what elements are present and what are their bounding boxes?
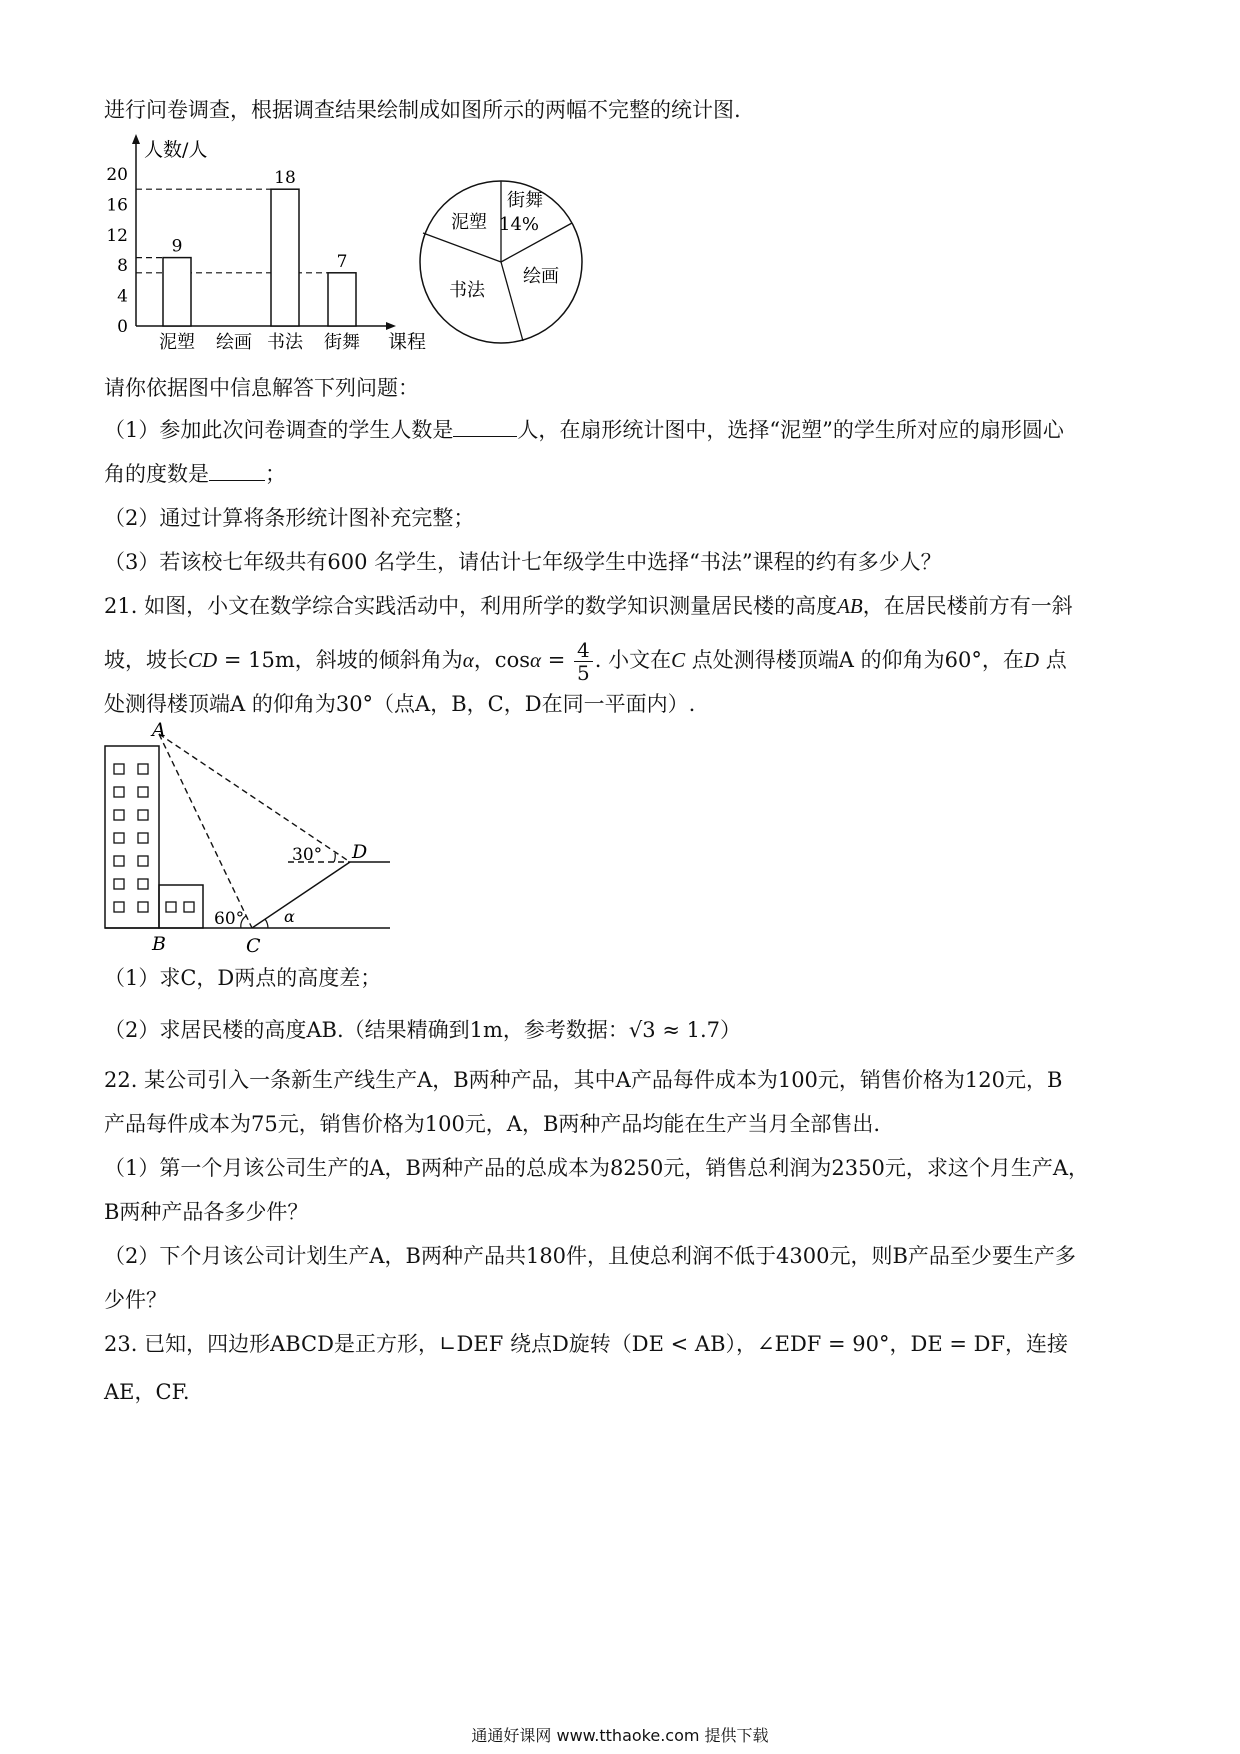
q20-part3: （3）若该校七年级共有600 名学生，请估计七年级学生中选择“书法”课程的约有多少人？ bbox=[104, 550, 942, 574]
q21-var-alpha: α bbox=[530, 648, 542, 672]
q21-line1 bbox=[104, 592, 1073, 620]
bar-chart bbox=[100, 130, 440, 360]
bar-chart-bars bbox=[163, 168, 356, 326]
q21-text: ，在居民楼前方有一斜 bbox=[862, 594, 1073, 618]
page-footer: 通通好课网 www.tthaoke.com 提供下载 bbox=[471, 1726, 769, 1745]
q23-line2: AE，CF. bbox=[104, 1380, 190, 1404]
window bbox=[138, 879, 148, 889]
window bbox=[114, 810, 124, 820]
point-a-label: A bbox=[152, 722, 166, 741]
pie-slice-edge bbox=[501, 262, 523, 341]
y-tick-label: 4 bbox=[117, 286, 128, 307]
q23-line1: 23. 已知，四边形ABCD是正方形，∟DEF 绕点D旋转（DE < AB），∠EDF = 90°，DE = DF，连接 bbox=[104, 1332, 1069, 1356]
window bbox=[138, 856, 148, 866]
x-category-label: 街舞 bbox=[324, 332, 360, 353]
building-windows bbox=[114, 764, 194, 912]
q21-var-cd: CD bbox=[188, 648, 218, 672]
pie-chart bbox=[415, 178, 590, 353]
bar bbox=[163, 258, 191, 326]
window bbox=[138, 787, 148, 797]
x-category-label: 泥塑 bbox=[159, 332, 195, 353]
q20-prompt: 请你依据图中信息解答下列问题： bbox=[104, 376, 419, 400]
window bbox=[138, 902, 148, 912]
q22-line2: 产品每件成本为75元，销售价格为100元，A，B两种产品均能在生产当月全部售出. bbox=[104, 1112, 881, 1136]
pie-label-huihua: 绘画 bbox=[523, 266, 559, 287]
fraction-numerator: 4 bbox=[574, 639, 593, 662]
q21-text: 点 bbox=[1039, 648, 1067, 672]
pie-label-nisu: 泥塑 bbox=[451, 212, 487, 233]
window bbox=[114, 764, 124, 774]
q21-text: ，cos bbox=[473, 648, 530, 672]
sightline-ad bbox=[159, 734, 350, 862]
q21-var-c: C bbox=[671, 648, 686, 672]
bar-chart-categories bbox=[159, 332, 360, 353]
bar-chart-ticks bbox=[106, 165, 128, 337]
pie-slice-edge bbox=[423, 233, 501, 262]
tall-building bbox=[105, 746, 159, 928]
pie-label-jiewu-percent: 14% bbox=[499, 214, 540, 235]
answer-blank-2 bbox=[209, 460, 265, 481]
q20-part2: （2）通过计算将条形统计图补充完整； bbox=[104, 506, 475, 530]
q21-text: = bbox=[541, 648, 572, 672]
q21-text: 点处测得楼顶端A 的仰角为60°，在 bbox=[685, 648, 1024, 672]
q22-line4: B两种产品各多少件？ bbox=[104, 1200, 309, 1224]
q21-var-alpha: α bbox=[462, 648, 474, 672]
point-d-label: D bbox=[352, 841, 368, 863]
q21-var-d: D bbox=[1023, 648, 1040, 672]
window bbox=[114, 902, 124, 912]
angle-alpha-label: α bbox=[284, 907, 295, 926]
q21-text: = 15m，斜坡的倾斜角为 bbox=[217, 648, 463, 672]
q20-part1-text-d: ； bbox=[265, 462, 286, 486]
q20-part1-line1 bbox=[104, 416, 1064, 444]
fraction-denominator: 5 bbox=[576, 661, 590, 685]
answer-blank-1 bbox=[453, 416, 517, 437]
window bbox=[114, 879, 124, 889]
bar-chart-ylabel: 人数/人 bbox=[144, 139, 208, 161]
q22-line1: 22. 某公司引入一条新生产线生产A，B两种产品，其中A产品每件成本为100元，销售价格为120元，B bbox=[104, 1068, 1063, 1092]
sightline-ac bbox=[159, 734, 252, 928]
y-tick-label: 8 bbox=[117, 256, 128, 277]
q22-line3: （1）第一个月该公司生产的A，B两种产品的总成本为8250元，销售总利润为2350元，求这个月生产A， bbox=[104, 1156, 1090, 1180]
q21-text: . 小文在 bbox=[594, 648, 672, 672]
window bbox=[114, 833, 124, 843]
y-tick-label: 0 bbox=[117, 317, 128, 337]
fraction-4-5 bbox=[574, 639, 593, 684]
window bbox=[114, 787, 124, 797]
q21-text: 21. 如图，小文在数学综合实践活动中，利用所学的数学知识测量居民楼的高度 bbox=[104, 594, 838, 618]
q21-text: 坡，坡长 bbox=[104, 648, 188, 672]
x-category-label: 绘画 bbox=[216, 332, 252, 353]
q22-line5: （2）下个月该公司计划生产A，B两种产品共180件，且使总利润不低于4300元，则B产品至少要生产多 bbox=[104, 1244, 1076, 1268]
bar bbox=[271, 189, 299, 326]
x-category-label: 书法 bbox=[267, 332, 303, 353]
q22-line6: 少件？ bbox=[104, 1288, 167, 1312]
q21-sub1: （1）求C，D两点的高度差； bbox=[104, 966, 382, 990]
bar-chart-xlabel: 课程 bbox=[388, 331, 427, 353]
window bbox=[184, 902, 194, 912]
q20-part1-text-c: 角的度数是 bbox=[104, 462, 209, 486]
point-c-label: C bbox=[246, 935, 261, 957]
q20-part1-text-b: 人，在扇形统计图中，选择“泥塑”的学生所对应的扇形圆心 bbox=[517, 418, 1064, 442]
y-tick-label: 16 bbox=[106, 195, 128, 216]
window bbox=[138, 833, 148, 843]
window bbox=[138, 810, 148, 820]
pie-label-shufa: 书法 bbox=[449, 280, 485, 301]
angle-30-label: 30° bbox=[292, 845, 323, 865]
point-b-label: B bbox=[152, 933, 166, 955]
y-tick-label: 12 bbox=[106, 225, 128, 246]
intro-text: 进行问卷调查，根据调查结果绘制成如图所示的两幅不完整的统计图. bbox=[104, 98, 741, 122]
q21-var-ab: AB bbox=[837, 594, 863, 618]
angle-alpha-arc bbox=[265, 919, 268, 928]
q21-line3: 处测得楼顶端A 的仰角为30°（点A，B，C，D在同一平面内）. bbox=[104, 692, 696, 716]
q20-part1-line2 bbox=[104, 460, 286, 488]
window bbox=[166, 902, 176, 912]
angle-60-label: 60° bbox=[214, 909, 245, 929]
y-tick-label: 20 bbox=[106, 165, 128, 185]
window bbox=[114, 856, 124, 866]
window bbox=[138, 764, 148, 774]
bar-data-label: 9 bbox=[171, 236, 183, 257]
bar-data-label: 18 bbox=[274, 168, 296, 189]
bar bbox=[328, 273, 356, 326]
q21-sub2: （2）求居民楼的高度AB.（结果精确到1m，参考数据：√3 ≈ 1.7） bbox=[104, 1018, 741, 1042]
angle-30-arc bbox=[334, 853, 335, 862]
q21-line2 bbox=[104, 638, 1067, 684]
q20-part1-text-a: （1）参加此次问卷调查的学生人数是 bbox=[104, 418, 454, 442]
bar-data-label: 7 bbox=[336, 251, 348, 272]
slope-cd bbox=[252, 862, 350, 928]
building-figure bbox=[96, 722, 406, 957]
pie-label-jiewu: 街舞 bbox=[507, 190, 543, 211]
